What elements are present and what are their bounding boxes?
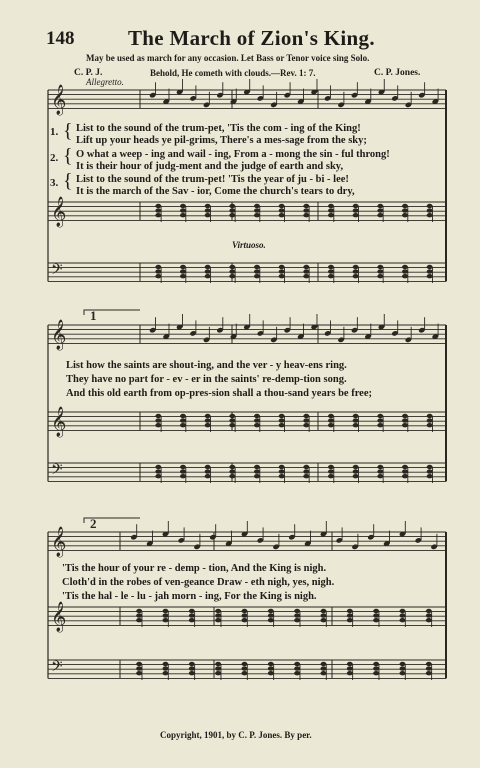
system-3-chord	[400, 613, 406, 617]
system-3-chord	[215, 613, 221, 617]
system-3-chord	[426, 613, 432, 617]
system-1-chord	[377, 204, 383, 208]
system-3-chord	[268, 613, 274, 617]
system-2-chord	[377, 423, 383, 427]
system-2-chord	[254, 423, 260, 427]
system-1-chord	[402, 265, 408, 269]
system-1-chord	[353, 269, 359, 273]
system-1-chord	[180, 204, 186, 208]
system-3-chord	[400, 618, 406, 622]
system-1-chord	[303, 265, 309, 269]
system-1-chord	[377, 274, 383, 278]
system-1-chord	[377, 265, 383, 269]
system-2-chord	[402, 414, 408, 418]
system-3-chord	[426, 666, 432, 670]
system-3-chord	[373, 609, 379, 613]
verse-number-3: 3.	[50, 177, 59, 189]
system-1-chord	[155, 213, 161, 217]
system-3-chord	[268, 618, 274, 622]
system-1-chord	[427, 269, 433, 273]
system-2-chord	[205, 414, 211, 418]
system-2-chord	[353, 465, 359, 469]
system-1-chord	[205, 274, 211, 278]
system-3-chord	[294, 671, 300, 675]
system-2-chord	[303, 418, 309, 422]
system-2-chord	[180, 414, 186, 418]
system-3-chord	[163, 662, 169, 666]
system-3-chord	[242, 618, 248, 622]
system-1-chord	[402, 208, 408, 212]
bass-clef-icon: 𝄢	[51, 461, 63, 482]
lyric-line: Cloth'd in the robes of ven-geance Draw - eth nigh, yes, nigh.	[62, 577, 335, 588]
system-2-chord	[402, 418, 408, 422]
system-3-chord	[189, 618, 195, 622]
system-1-chord	[377, 269, 383, 273]
system-3-chord	[163, 613, 169, 617]
system-3-chord	[294, 613, 300, 617]
system-2-chord	[303, 465, 309, 469]
system-1-chord	[303, 274, 309, 278]
system-1-chord	[205, 204, 211, 208]
system-2-chord	[229, 418, 235, 422]
system-1-chord	[328, 213, 334, 217]
system-3-chord	[242, 613, 248, 617]
system-1-chord	[254, 208, 260, 212]
system-2-chord	[402, 423, 408, 427]
lyric-line: It is their hour of judg-ment and the judge of earth and sky,	[76, 161, 344, 172]
system-2-chord	[205, 465, 211, 469]
brace-2: {	[63, 145, 73, 167]
system-2-chord	[180, 469, 186, 473]
system-2-chord	[180, 474, 186, 478]
system-3-chord	[215, 671, 221, 675]
treble-clef-icon: 𝄞	[51, 602, 67, 632]
system-2-chord	[279, 414, 285, 418]
treble-clef-icon: 𝄞	[51, 197, 67, 227]
lyric-line: Lift up your heads ye pil-grims, There's a mes-sage from the sky;	[76, 135, 367, 146]
system-3-chord	[189, 613, 195, 617]
system-2-chord	[279, 474, 285, 478]
system-2-chord	[328, 465, 334, 469]
system-2-chord	[353, 414, 359, 418]
system-3-chord	[373, 666, 379, 670]
system-2-chord	[155, 474, 161, 478]
system-3-chord	[163, 666, 169, 670]
system-2-chord	[254, 474, 260, 478]
system-1-chord	[254, 269, 260, 273]
system-1-chord	[303, 213, 309, 217]
system-1-chord	[353, 208, 359, 212]
system-2-chord	[377, 469, 383, 473]
system-1-chord	[328, 274, 334, 278]
system-3-chord	[215, 618, 221, 622]
system-2-chord	[427, 414, 433, 418]
system-1-chord	[427, 213, 433, 217]
treble-clef-icon: 𝄞	[51, 407, 67, 437]
system-3-chord	[373, 662, 379, 666]
system-1-chord	[155, 265, 161, 269]
system-3-chord	[136, 618, 142, 622]
system-2-chord	[155, 465, 161, 469]
system-1-chord	[254, 213, 260, 217]
system-1-chord	[279, 208, 285, 212]
system-1-chord	[254, 274, 260, 278]
system-3-chord	[321, 662, 327, 666]
system-1-chord	[155, 204, 161, 208]
system-3-chord	[294, 662, 300, 666]
system-2-chord	[205, 418, 211, 422]
system-1-chord	[229, 269, 235, 273]
system-3-chord	[136, 671, 142, 675]
system-2-chord	[427, 418, 433, 422]
system-3-chord	[347, 666, 353, 670]
system-3-chord	[321, 609, 327, 613]
system-2-chord	[328, 418, 334, 422]
system-3-chord	[268, 609, 274, 613]
system-2-chord	[353, 469, 359, 473]
system-2-chord	[254, 418, 260, 422]
system-1-chord	[229, 204, 235, 208]
system-2-chord	[180, 423, 186, 427]
system-3-chord	[347, 613, 353, 617]
system-3-chord	[321, 671, 327, 675]
system-2-chord	[353, 418, 359, 422]
lyric-line: List how the saints are shout-ing, and the ver - y heav-ens ring.	[66, 360, 347, 371]
system-3-chord	[268, 671, 274, 675]
ending-number-1: 1	[90, 308, 97, 323]
system-2-chord	[254, 465, 260, 469]
system-2-chord	[402, 469, 408, 473]
brace-3: {	[63, 170, 73, 192]
system-1-chord	[205, 265, 211, 269]
system-1-chord	[279, 213, 285, 217]
system-2-chord	[279, 423, 285, 427]
system-1-chord	[279, 204, 285, 208]
system-1-chord	[328, 265, 334, 269]
system-1-chord	[303, 204, 309, 208]
system-3-chord	[400, 671, 406, 675]
system-2-chord	[229, 469, 235, 473]
system-2-chord	[353, 423, 359, 427]
system-1-chord	[180, 213, 186, 217]
lyric-line: And this old earth from op-pres-sion shall a thou-sand years be free;	[66, 388, 372, 399]
system-1-chord	[229, 274, 235, 278]
system-2-chord	[303, 414, 309, 418]
system-3-chord	[373, 613, 379, 617]
system-3-chord	[242, 666, 248, 670]
system-2-chord	[155, 423, 161, 427]
system-3-chord	[189, 609, 195, 613]
system-3-chord	[321, 618, 327, 622]
performance-note: May be used as march for any occasion. Let Bass or Tenor voice sing Solo.	[86, 53, 370, 63]
system-1-chord	[155, 208, 161, 212]
system-2-chord	[229, 414, 235, 418]
system-1-chord	[303, 208, 309, 212]
system-3-chord	[163, 618, 169, 622]
system-2-chord	[229, 465, 235, 469]
system-1-chord	[229, 208, 235, 212]
system-1-chord	[427, 208, 433, 212]
lyric-line: List to the sound of the trum-pet, 'Tis the com - ing of the King!	[76, 123, 361, 134]
system-2-chord	[328, 474, 334, 478]
words-credit: C. P. J.	[74, 68, 103, 78]
system-3-chord	[400, 609, 406, 613]
system-3-chord	[242, 609, 248, 613]
system-1-chord	[303, 269, 309, 273]
system-3-chord	[321, 613, 327, 617]
system-1-chord	[328, 269, 334, 273]
system-2-chord	[254, 414, 260, 418]
system-3-chord	[294, 609, 300, 613]
system-1-chord	[180, 274, 186, 278]
system-3-chord	[347, 609, 353, 613]
lyric-line: It is the march of the Sav - ior, Come the church's tears to dry,	[76, 186, 355, 197]
system-2-chord	[155, 418, 161, 422]
treble-clef-icon: 𝄞	[51, 320, 67, 350]
system-1-chord	[353, 204, 359, 208]
system-2-chord	[328, 469, 334, 473]
brace-1: {	[63, 120, 73, 142]
copyright-line: Copyright, 1901, by C. P. Jones. By per.	[160, 730, 312, 740]
system-2-chord	[427, 423, 433, 427]
system-2-chord	[205, 469, 211, 473]
verse-number-1: 1.	[50, 126, 59, 138]
bass-clef-icon: 𝄢	[51, 261, 63, 282]
system-2-chord	[377, 474, 383, 478]
system-3-chord	[268, 662, 274, 666]
system-3-chord	[189, 662, 195, 666]
system-3-chord	[347, 662, 353, 666]
system-3-chord	[373, 671, 379, 675]
system-3-chord	[215, 609, 221, 613]
scripture-reference: Behold, He cometh with clouds.—Rev. 1: 7.	[150, 68, 316, 78]
treble-clef-icon: 𝄞	[51, 527, 67, 557]
system-1-chord	[180, 265, 186, 269]
system-2-chord	[303, 423, 309, 427]
system-2-chord	[279, 465, 285, 469]
system-1-chord	[402, 213, 408, 217]
verse-number-2: 2.	[50, 152, 59, 164]
system-3-chord	[400, 666, 406, 670]
system-3-chord	[136, 666, 142, 670]
system-1-chord	[229, 213, 235, 217]
system-2-chord	[279, 418, 285, 422]
lyric-line: List to the sound of the trum-pet! 'Tis the year of ju - bi - lee!	[76, 174, 349, 185]
system-3-chord	[294, 618, 300, 622]
system-1-chord	[229, 265, 235, 269]
system-3-chord	[136, 609, 142, 613]
system-3-chord	[136, 613, 142, 617]
system-2-chord	[377, 465, 383, 469]
expression-marking: Virtuoso.	[232, 240, 266, 250]
system-1-chord	[353, 274, 359, 278]
system-1-chord	[180, 269, 186, 273]
system-3-chord	[163, 671, 169, 675]
system-2-chord	[427, 474, 433, 478]
system-2-chord	[402, 465, 408, 469]
system-2-chord	[155, 414, 161, 418]
system-3-chord	[347, 671, 353, 675]
system-3-chord	[268, 666, 274, 670]
system-1-chord	[427, 265, 433, 269]
system-3-chord	[215, 666, 221, 670]
system-1-chord	[279, 265, 285, 269]
system-1-chord	[353, 265, 359, 269]
system-3-chord	[163, 609, 169, 613]
system-1-chord	[402, 274, 408, 278]
system-1-chord	[205, 213, 211, 217]
system-1-chord	[254, 265, 260, 269]
system-3-chord	[426, 662, 432, 666]
system-2-chord	[254, 469, 260, 473]
lyric-line: They have no part for - ev - er in the saints' re-demp-tion song.	[66, 374, 347, 385]
lyric-line: 'Tis the hal - le - lu - jah morn - ing, For the King is nigh.	[62, 591, 317, 602]
system-2-chord	[353, 474, 359, 478]
system-2-chord	[180, 465, 186, 469]
system-1-chord	[279, 274, 285, 278]
system-3-chord	[347, 618, 353, 622]
system-3-chord	[400, 662, 406, 666]
system-3-chord	[426, 618, 432, 622]
system-3-chord	[426, 671, 432, 675]
system-1-chord	[402, 204, 408, 208]
system-2-chord	[427, 465, 433, 469]
system-3-chord	[242, 671, 248, 675]
system-1-chord	[427, 274, 433, 278]
ending-number-2: 2	[90, 516, 97, 531]
music-credit: C. P. Jones.	[374, 68, 421, 78]
system-2-chord	[205, 474, 211, 478]
system-3-chord	[373, 618, 379, 622]
system-2-chord	[377, 414, 383, 418]
system-1-chord	[377, 213, 383, 217]
lyric-line: 'Tis the hour of your re - demp - tion, And the King is nigh.	[62, 563, 327, 574]
system-2-chord	[328, 414, 334, 418]
system-1-chord	[328, 208, 334, 212]
system-2-chord	[303, 469, 309, 473]
hymn-title: The March of Zion's King.	[128, 26, 375, 50]
hymn-number: 148	[46, 28, 75, 49]
system-2-chord	[402, 474, 408, 478]
system-3-chord	[294, 666, 300, 670]
system-1-chord	[402, 269, 408, 273]
tempo-marking: Allegretto.	[86, 77, 124, 87]
system-3-chord	[136, 662, 142, 666]
bass-clef-icon: 𝄢	[51, 658, 63, 679]
system-3-chord	[321, 666, 327, 670]
system-1-chord	[205, 269, 211, 273]
system-1-chord	[155, 274, 161, 278]
system-3-chord	[189, 671, 195, 675]
treble-clef-icon: 𝄞	[51, 85, 67, 115]
system-1-chord	[328, 204, 334, 208]
system-3-chord	[215, 662, 221, 666]
lyric-line: O what a weep - ing and wail - ing, From a - mong the sin - ful throng!	[76, 149, 390, 160]
system-2-chord	[303, 474, 309, 478]
system-2-chord	[155, 469, 161, 473]
system-2-chord	[279, 469, 285, 473]
system-3-chord	[189, 666, 195, 670]
system-1-chord	[427, 204, 433, 208]
system-2-chord	[180, 418, 186, 422]
system-1-chord	[353, 213, 359, 217]
system-3-chord	[242, 662, 248, 666]
system-1-chord	[254, 204, 260, 208]
system-1-chord	[279, 269, 285, 273]
system-3-chord	[426, 609, 432, 613]
system-1-chord	[377, 208, 383, 212]
system-2-chord	[205, 423, 211, 427]
system-2-chord	[377, 418, 383, 422]
system-2-chord	[229, 423, 235, 427]
system-2-chord	[229, 474, 235, 478]
system-2-chord	[427, 469, 433, 473]
system-1-chord	[205, 208, 211, 212]
system-1-chord	[155, 269, 161, 273]
system-2-chord	[328, 423, 334, 427]
system-1-chord	[180, 208, 186, 212]
